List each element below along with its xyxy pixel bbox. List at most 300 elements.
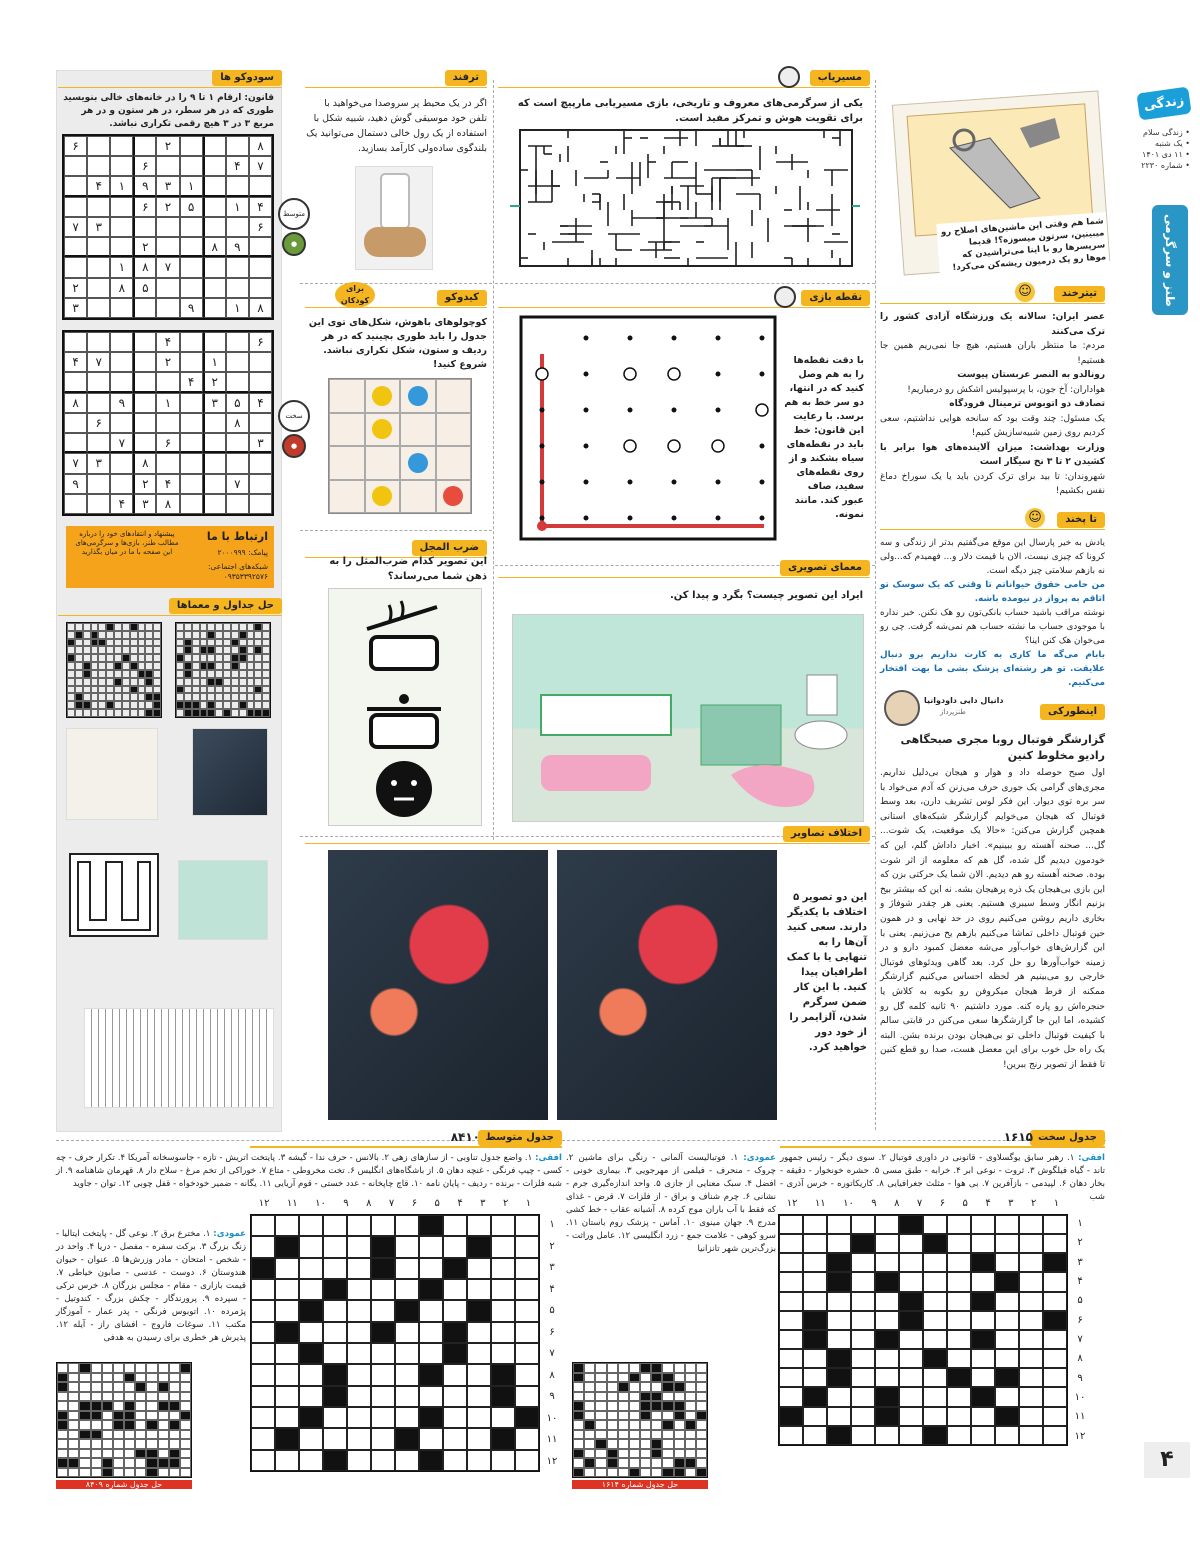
sudoku-cell[interactable] — [87, 197, 110, 217]
crossword-cell[interactable] — [323, 1322, 347, 1343]
crossword-cell[interactable] — [851, 1253, 875, 1272]
crossword-cell[interactable] — [251, 1386, 275, 1407]
crossword-cell[interactable] — [491, 1300, 515, 1321]
sudoku-cell[interactable]: ۲ — [133, 237, 156, 257]
crossword-cell[interactable] — [899, 1234, 923, 1253]
crossword-cell[interactable] — [515, 1279, 539, 1300]
crossword-cell[interactable] — [371, 1236, 395, 1257]
sudoku-cell[interactable] — [249, 237, 272, 257]
crossword-cell[interactable] — [251, 1450, 275, 1471]
crossword-cell[interactable] — [851, 1426, 875, 1445]
crossword-cell[interactable] — [371, 1343, 395, 1364]
crossword-cell[interactable] — [971, 1234, 995, 1253]
crossword-cell[interactable] — [323, 1258, 347, 1279]
crossword-cell[interactable] — [395, 1300, 419, 1321]
crossword-cell[interactable] — [779, 1407, 803, 1426]
sudoku-grid-hard[interactable] — [62, 330, 274, 516]
crossword-cell[interactable] — [275, 1364, 299, 1385]
crossword-cell[interactable] — [467, 1322, 491, 1343]
sudoku-cell[interactable]: ۴ — [249, 197, 272, 217]
crossword-cell[interactable] — [251, 1279, 275, 1300]
sudoku-cell[interactable] — [203, 156, 226, 176]
crossword-cell[interactable] — [371, 1428, 395, 1449]
crossword-cell[interactable] — [971, 1253, 995, 1272]
sudoku-cell[interactable] — [64, 494, 87, 514]
crossword-cell[interactable] — [803, 1272, 827, 1291]
black-dot[interactable] — [540, 408, 545, 413]
kidoku-cell[interactable] — [400, 446, 436, 480]
sudoku-cell[interactable] — [203, 257, 226, 277]
crossword-cell[interactable] — [851, 1368, 875, 1387]
black-dot[interactable] — [540, 516, 545, 521]
crossword-cell[interactable] — [779, 1387, 803, 1406]
sudoku-cell[interactable] — [87, 136, 110, 156]
crossword-cell[interactable] — [1043, 1407, 1067, 1426]
sudoku-cell[interactable] — [156, 217, 179, 237]
crossword-cell[interactable] — [947, 1349, 971, 1368]
crossword-cell[interactable] — [899, 1253, 923, 1272]
sudoku-cell[interactable] — [64, 197, 87, 217]
black-dot[interactable] — [716, 480, 721, 485]
white-dot[interactable] — [712, 440, 724, 452]
crossword-cell[interactable] — [323, 1279, 347, 1300]
crossword-cell[interactable] — [851, 1387, 875, 1406]
crossword-cell[interactable] — [1019, 1253, 1043, 1272]
crossword-cell[interactable] — [323, 1364, 347, 1385]
sudoku-cell[interactable] — [110, 453, 133, 473]
black-dot[interactable] — [760, 480, 765, 485]
crossword-cell[interactable] — [467, 1343, 491, 1364]
crossword-cell[interactable] — [419, 1322, 443, 1343]
black-dot[interactable] — [672, 480, 677, 485]
sudoku-cell[interactable] — [64, 237, 87, 257]
crossword-cell[interactable] — [1019, 1311, 1043, 1330]
sudoku-cell[interactable] — [203, 474, 226, 494]
crossword-cell[interactable] — [395, 1428, 419, 1449]
sudoku-cell[interactable] — [180, 474, 203, 494]
sudoku-cell[interactable] — [249, 352, 272, 372]
crossword-cell[interactable] — [995, 1272, 1019, 1291]
sudoku-cell[interactable] — [110, 217, 133, 237]
kidoku-cell[interactable] — [436, 379, 472, 413]
sudoku-cell[interactable]: ۱ — [110, 176, 133, 196]
sudoku-cell[interactable] — [249, 453, 272, 473]
crossword-cell[interactable] — [995, 1215, 1019, 1234]
crossword-cell[interactable] — [251, 1215, 275, 1236]
sudoku-cell[interactable] — [156, 372, 179, 392]
sudoku-cell[interactable] — [133, 393, 156, 413]
crossword-cell[interactable] — [275, 1322, 299, 1343]
crossword-cell[interactable] — [419, 1364, 443, 1385]
crossword-cell[interactable] — [491, 1322, 515, 1343]
sudoku-cell[interactable]: ۷ — [64, 453, 87, 473]
black-dot[interactable] — [584, 444, 589, 449]
crossword-cell[interactable] — [851, 1234, 875, 1253]
crossword-cell[interactable] — [827, 1215, 851, 1234]
crossword-cell[interactable] — [347, 1322, 371, 1343]
sudoku-cell[interactable]: ۷ — [249, 156, 272, 176]
sudoku-cell[interactable]: ۲ — [64, 278, 87, 298]
sudoku-cell[interactable]: ۱ — [226, 298, 249, 318]
sudoku-cell[interactable] — [203, 332, 226, 352]
sudoku-cell[interactable]: ۴ — [180, 372, 203, 392]
crossword-cell[interactable] — [851, 1272, 875, 1291]
sudoku-cell[interactable] — [226, 176, 249, 196]
crossword-cell[interactable] — [1019, 1349, 1043, 1368]
sudoku-cell[interactable] — [203, 413, 226, 433]
crossword-cell[interactable] — [875, 1253, 899, 1272]
sudoku-cell[interactable] — [249, 372, 272, 392]
kidoku-cell[interactable] — [400, 480, 436, 514]
crossword-cell[interactable] — [803, 1387, 827, 1406]
kidoku-cell[interactable] — [329, 413, 365, 447]
crossword-cell[interactable] — [971, 1330, 995, 1349]
black-dot[interactable] — [760, 516, 765, 521]
kidoku-grid[interactable] — [328, 378, 472, 514]
crossword-cell[interactable] — [827, 1407, 851, 1426]
sudoku-cell[interactable] — [64, 413, 87, 433]
sudoku-cell[interactable] — [226, 352, 249, 372]
crossword-cell[interactable] — [899, 1292, 923, 1311]
crossword-cell[interactable] — [419, 1279, 443, 1300]
sudoku-cell[interactable] — [156, 413, 179, 433]
crossword-cell[interactable] — [419, 1236, 443, 1257]
crossword-cell[interactable] — [419, 1407, 443, 1428]
crossword-cell[interactable] — [275, 1386, 299, 1407]
crossword-cell[interactable] — [971, 1349, 995, 1368]
sudoku-cell[interactable]: ۱ — [203, 352, 226, 372]
black-dot[interactable] — [628, 336, 633, 341]
crossword-cell[interactable] — [371, 1386, 395, 1407]
crossword-cell[interactable] — [491, 1343, 515, 1364]
sudoku-cell[interactable] — [87, 372, 110, 392]
crossword-cell[interactable] — [899, 1368, 923, 1387]
crossword-cell[interactable] — [971, 1426, 995, 1445]
crossword-cell[interactable] — [1019, 1407, 1043, 1426]
crossword-cell[interactable] — [491, 1215, 515, 1236]
crossword-cell[interactable] — [371, 1300, 395, 1321]
crossword-cell[interactable] — [299, 1450, 323, 1471]
sudoku-cell[interactable] — [226, 136, 249, 156]
sudoku-cell[interactable]: ۸ — [203, 237, 226, 257]
crossword-cell[interactable] — [947, 1330, 971, 1349]
sudoku-cell[interactable] — [87, 332, 110, 352]
crossword-cell[interactable] — [515, 1322, 539, 1343]
kidoku-cell[interactable] — [329, 480, 365, 514]
crossword-cell[interactable] — [323, 1236, 347, 1257]
crossword-cell[interactable] — [971, 1272, 995, 1291]
crossword-cell[interactable] — [1019, 1215, 1043, 1234]
crossword-cell[interactable] — [779, 1215, 803, 1234]
crossword-cell[interactable] — [1019, 1387, 1043, 1406]
sudoku-cell[interactable] — [156, 237, 179, 257]
sudoku-cell[interactable]: ۹ — [180, 298, 203, 318]
sudoku-cell[interactable] — [64, 257, 87, 277]
black-dot[interactable] — [716, 336, 721, 341]
crossword-cell[interactable] — [299, 1258, 323, 1279]
sudoku-cell[interactable]: ۷ — [64, 217, 87, 237]
black-dot[interactable] — [628, 480, 633, 485]
crossword-cell[interactable] — [347, 1343, 371, 1364]
crossword-cell[interactable] — [779, 1234, 803, 1253]
crossword-cell[interactable] — [803, 1426, 827, 1445]
sudoku-cell[interactable] — [180, 352, 203, 372]
crossword-cell[interactable] — [947, 1272, 971, 1291]
black-dot[interactable] — [540, 444, 545, 449]
crossword-cell[interactable] — [419, 1215, 443, 1236]
white-dot[interactable] — [536, 368, 548, 380]
crossword-cell[interactable] — [299, 1300, 323, 1321]
crossword-cell[interactable] — [275, 1428, 299, 1449]
crossword-cell[interactable] — [371, 1215, 395, 1236]
crossword-cell[interactable] — [323, 1428, 347, 1449]
sudoku-cell[interactable] — [87, 474, 110, 494]
sudoku-cell[interactable] — [133, 217, 156, 237]
sudoku-cell[interactable] — [110, 413, 133, 433]
crossword-cell[interactable] — [923, 1234, 947, 1253]
sudoku-cell[interactable]: ۲ — [156, 136, 179, 156]
crossword-cell[interactable] — [491, 1428, 515, 1449]
crossword-cell[interactable] — [467, 1407, 491, 1428]
sudoku-cell[interactable] — [133, 433, 156, 453]
sudoku-cell[interactable]: ۵ — [180, 197, 203, 217]
crossword-cell[interactable] — [347, 1428, 371, 1449]
crossword-cell[interactable] — [827, 1387, 851, 1406]
crossword-cell[interactable] — [899, 1272, 923, 1291]
crossword-cell[interactable] — [395, 1343, 419, 1364]
black-dot[interactable] — [628, 516, 633, 521]
sudoku-cell[interactable] — [133, 136, 156, 156]
crossword-cell[interactable] — [923, 1368, 947, 1387]
crossword-cell[interactable] — [395, 1215, 419, 1236]
crossword-cell[interactable] — [875, 1272, 899, 1291]
sudoku-cell[interactable]: ۴ — [87, 176, 110, 196]
sushi-picture-left[interactable] — [328, 850, 548, 1120]
crossword-cell[interactable] — [395, 1364, 419, 1385]
sudoku-cell[interactable]: ۶ — [64, 136, 87, 156]
crossword-cell[interactable] — [419, 1386, 443, 1407]
sudoku-cell[interactable] — [180, 136, 203, 156]
sudoku-cell[interactable]: ۸ — [156, 494, 179, 514]
crossword-cell[interactable] — [443, 1300, 467, 1321]
crossword-cell[interactable] — [491, 1364, 515, 1385]
sudoku-cell[interactable]: ۴ — [156, 332, 179, 352]
sudoku-cell[interactable] — [226, 257, 249, 277]
black-dot[interactable] — [760, 372, 765, 377]
sudoku-cell[interactable] — [180, 278, 203, 298]
crossword-cell[interactable] — [995, 1292, 1019, 1311]
crossword-cell[interactable] — [899, 1311, 923, 1330]
white-dot[interactable] — [624, 368, 636, 380]
sudoku-cell[interactable] — [110, 332, 133, 352]
crossword-cell[interactable] — [299, 1364, 323, 1385]
crossword-cell[interactable] — [419, 1300, 443, 1321]
sudoku-cell[interactable] — [249, 494, 272, 514]
crossword-cell[interactable] — [419, 1450, 443, 1471]
crossword-cell[interactable] — [947, 1292, 971, 1311]
crossword-cell[interactable] — [803, 1311, 827, 1330]
crossword-cell[interactable] — [347, 1364, 371, 1385]
black-dot[interactable] — [716, 408, 721, 413]
kidoku-cell[interactable] — [436, 446, 472, 480]
sudoku-cell[interactable] — [156, 453, 179, 473]
black-dot[interactable] — [672, 516, 677, 521]
sudoku-cell[interactable] — [203, 217, 226, 237]
crossword-cell[interactable] — [251, 1236, 275, 1257]
sudoku-cell[interactable]: ۴ — [64, 352, 87, 372]
crossword-cell[interactable] — [491, 1236, 515, 1257]
sudoku-cell[interactable] — [180, 413, 203, 433]
crossword-cell[interactable] — [371, 1450, 395, 1471]
sudoku-cell[interactable] — [203, 298, 226, 318]
kidoku-cell[interactable] — [436, 480, 472, 514]
sudoku-cell[interactable]: ۳ — [249, 433, 272, 453]
sudoku-cell[interactable] — [133, 413, 156, 433]
crossword-cell[interactable] — [467, 1279, 491, 1300]
crossword-cell[interactable] — [371, 1407, 395, 1428]
sudoku-cell[interactable] — [110, 352, 133, 372]
crossword-cell[interactable] — [971, 1387, 995, 1406]
sudoku-cell[interactable] — [87, 298, 110, 318]
crossword-cell[interactable] — [443, 1428, 467, 1449]
sudoku-cell[interactable] — [180, 453, 203, 473]
crossword-cell[interactable] — [323, 1407, 347, 1428]
sudoku-grid-medium[interactable] — [62, 134, 274, 320]
sudoku-cell[interactable]: ۸ — [133, 257, 156, 277]
black-dot[interactable] — [628, 408, 633, 413]
sudoku-cell[interactable]: ۳ — [87, 453, 110, 473]
sudoku-cell[interactable] — [180, 332, 203, 352]
crossword-cell[interactable] — [347, 1215, 371, 1236]
sudoku-cell[interactable]: ۳ — [64, 298, 87, 318]
sudoku-cell[interactable]: ۷ — [156, 257, 179, 277]
crossword-cell[interactable] — [779, 1330, 803, 1349]
crossword-cell[interactable] — [923, 1215, 947, 1234]
crossword-cell[interactable] — [275, 1343, 299, 1364]
sudoku-cell[interactable] — [249, 257, 272, 277]
crossword-cell[interactable] — [947, 1368, 971, 1387]
crossword-cell[interactable] — [1043, 1426, 1067, 1445]
crossword-cell[interactable] — [251, 1322, 275, 1343]
sudoku-cell[interactable] — [226, 453, 249, 473]
sudoku-cell[interactable] — [249, 474, 272, 494]
crossword-cell[interactable] — [275, 1279, 299, 1300]
crossword-cell[interactable] — [995, 1234, 1019, 1253]
crossword-cell[interactable] — [1019, 1272, 1043, 1291]
sudoku-cell[interactable] — [203, 197, 226, 217]
crossword-cell[interactable] — [779, 1426, 803, 1445]
crossword-cell[interactable] — [875, 1292, 899, 1311]
crossword-cell[interactable] — [419, 1343, 443, 1364]
crossword-cell[interactable] — [923, 1292, 947, 1311]
sudoku-cell[interactable] — [64, 332, 87, 352]
crossword-cell[interactable] — [323, 1386, 347, 1407]
crossword-cell[interactable] — [347, 1300, 371, 1321]
crossword-cell[interactable] — [443, 1450, 467, 1471]
sudoku-cell[interactable] — [203, 278, 226, 298]
sudoku-cell[interactable] — [180, 433, 203, 453]
sudoku-cell[interactable] — [133, 332, 156, 352]
crossword-cell[interactable] — [275, 1215, 299, 1236]
sudoku-cell[interactable] — [87, 156, 110, 176]
sudoku-cell[interactable] — [156, 298, 179, 318]
sudoku-cell[interactable] — [180, 494, 203, 514]
crossword-cell[interactable] — [419, 1428, 443, 1449]
sudoku-cell[interactable]: ۵ — [133, 278, 156, 298]
crossword-cell[interactable] — [803, 1253, 827, 1272]
crossword-cell[interactable] — [875, 1387, 899, 1406]
crossword-cell[interactable] — [899, 1330, 923, 1349]
crossword-cell[interactable] — [275, 1236, 299, 1257]
crossword-cell[interactable] — [275, 1450, 299, 1471]
white-dot[interactable] — [668, 440, 680, 452]
crossword-cell[interactable] — [875, 1426, 899, 1445]
sudoku-cell[interactable] — [203, 453, 226, 473]
crossword-cell[interactable] — [851, 1330, 875, 1349]
sudoku-cell[interactable] — [203, 136, 226, 156]
crossword-cell[interactable] — [395, 1236, 419, 1257]
crossword-cell[interactable] — [299, 1322, 323, 1343]
crossword-cell[interactable] — [1043, 1215, 1067, 1234]
sudoku-cell[interactable] — [180, 393, 203, 413]
crossword-cell[interactable] — [803, 1330, 827, 1349]
crossword-cell[interactable] — [995, 1311, 1019, 1330]
sudoku-cell[interactable]: ۳ — [87, 217, 110, 237]
crossword-cell[interactable] — [251, 1300, 275, 1321]
sudoku-cell[interactable]: ۶ — [249, 332, 272, 352]
crossword-cell[interactable] — [1019, 1292, 1043, 1311]
crossword-cell[interactable] — [851, 1407, 875, 1426]
sudoku-cell[interactable]: ۲ — [133, 474, 156, 494]
crossword-cell[interactable] — [971, 1407, 995, 1426]
sudoku-cell[interactable] — [180, 237, 203, 257]
crossword-cell[interactable] — [803, 1368, 827, 1387]
crossword-cell[interactable] — [467, 1428, 491, 1449]
crossword-cell[interactable] — [275, 1300, 299, 1321]
crossword-cell[interactable] — [515, 1364, 539, 1385]
crossword-cell[interactable] — [827, 1253, 851, 1272]
crossword-cell[interactable] — [251, 1364, 275, 1385]
sudoku-cell[interactable] — [64, 372, 87, 392]
sudoku-cell[interactable] — [87, 278, 110, 298]
black-dot[interactable] — [540, 480, 545, 485]
sudoku-cell[interactable] — [110, 372, 133, 392]
crossword-cell[interactable] — [923, 1330, 947, 1349]
black-dot[interactable] — [716, 516, 721, 521]
white-dot[interactable] — [756, 404, 768, 416]
sudoku-cell[interactable] — [110, 298, 133, 318]
crossword-cell[interactable] — [491, 1407, 515, 1428]
crossword-cell[interactable] — [1043, 1368, 1067, 1387]
crossword-cell[interactable] — [923, 1426, 947, 1445]
sudoku-cell[interactable]: ۹ — [133, 176, 156, 196]
cw-mid-grid[interactable] — [250, 1214, 540, 1472]
sudoku-cell[interactable]: ۱ — [180, 176, 203, 196]
sudoku-cell[interactable] — [87, 494, 110, 514]
crossword-cell[interactable] — [899, 1215, 923, 1234]
crossword-cell[interactable] — [467, 1215, 491, 1236]
crossword-cell[interactable] — [899, 1349, 923, 1368]
crossword-cell[interactable] — [995, 1407, 1019, 1426]
sushi-picture-right[interactable] — [557, 850, 777, 1120]
dots-puzzle[interactable] — [518, 314, 778, 544]
sudoku-cell[interactable] — [226, 433, 249, 453]
sudoku-cell[interactable] — [87, 257, 110, 277]
crossword-cell[interactable] — [827, 1234, 851, 1253]
crossword-cell[interactable] — [1043, 1349, 1067, 1368]
crossword-cell[interactable] — [251, 1343, 275, 1364]
sudoku-cell[interactable] — [203, 433, 226, 453]
